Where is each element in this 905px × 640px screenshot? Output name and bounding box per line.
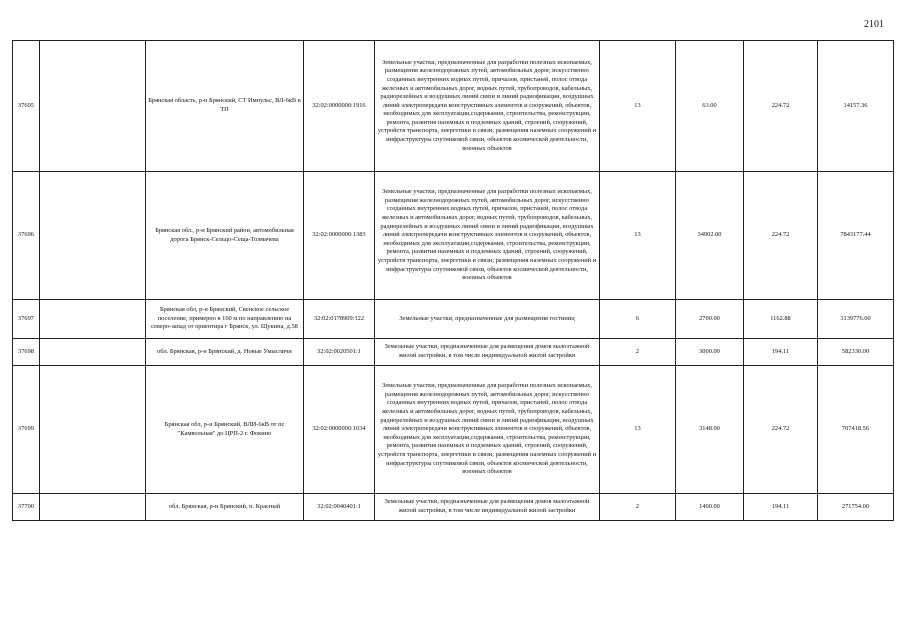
area-cell: 34902.00 — [676, 172, 744, 300]
area-cell: 3148.00 — [676, 366, 744, 494]
empty-cell — [40, 41, 146, 172]
land-use-cell: Земельные участки, предназначенные для разработки полезных ископаемых, размещения железнодорожных путей, автомобильных дорог, искусственно созданных внутренних водных путей, причалов, пристаней, полос отвода железных и автомобильных дорог, водных путей, трубопроводов, кабельных, радиорелейных и воздушных линий связи и линий радиофикации, воздушных линий электропередачи конструктивных элементов и сооружений, объектов, необходимых для эксплуатации,содержания, строительства, реконструкции, ремонта, развития наземных и подземных зданий, строений, сооружений, устройств транспорта, энергетики и связи; размещения наземных сооружений и инфраструктуры спутниковой связи, объектов космической деятельности, военных объектов — [375, 41, 600, 172]
area-cell: 2700.00 — [676, 300, 744, 339]
table-row — [13, 172, 894, 300]
table-row — [13, 41, 894, 172]
empty-cell — [40, 339, 146, 366]
use-code-cell: 6 — [600, 300, 676, 339]
rate-cell: 224.72 — [744, 366, 818, 494]
cadastral-value-table — [12, 40, 894, 521]
empty-cell — [40, 172, 146, 300]
table-row — [13, 494, 894, 521]
area-cell: 63.00 — [676, 41, 744, 172]
table-row — [13, 300, 894, 339]
address-cell: обл. Брянская, р-н Брянский, д. Новые Умысличи — [146, 339, 304, 366]
rate-cell: 224.72 — [744, 41, 818, 172]
rate-cell: 224.72 — [744, 172, 818, 300]
land-use-cell: Земельные участки, предназначенные для разработки полезных ископаемых, размещения железнодорожных путей, автомобильных дорог, искусственно созданных внутренних водных путей, причалов, пристаней, полос отвода железных и автомобильных дорог, водных путей, трубопроводов, кабельных, радиорелейных и воздушных линий связи и линий радиофикации, воздушных линий электропередачи конструктивных элементов и сооружений, объектов, необходимых для эксплуатации,содержания, строительства, реконструкции, ремонта, развития наземных и подземных зданий, строений, сооружений, устройств транспорта, энергетики и связи; размещения наземных сооружений и инфраструктуры спутниковой связи, объектов космической деятельности, военных объектов — [375, 172, 600, 300]
rate-cell: 1162.88 — [744, 300, 818, 339]
area-cell: 3000.00 — [676, 339, 744, 366]
address-cell: Брянская область, р-н Брянский, СТ Импульс, ВЛ-6кВ в ТП — [146, 41, 304, 172]
cadastral-value-cell: 271754.00 — [818, 494, 894, 521]
empty-cell — [40, 300, 146, 339]
cadastral-number-cell: 32:02:0000000:1916 — [304, 41, 375, 172]
area-cell: 1400.00 — [676, 494, 744, 521]
row-number: 37700 — [13, 494, 40, 521]
cadastral-value-cell: 7843177.44 — [818, 172, 894, 300]
empty-cell — [40, 494, 146, 521]
cadastral-number-cell: 32:02:0020501:1 — [304, 339, 375, 366]
row-number: 37699 — [13, 366, 40, 494]
address-cell: Брянская обл., р-н Брянский район, автомобильная дорога Брянск-Сельцо-Сеща-Толмачева — [146, 172, 304, 300]
rate-cell: 194.11 — [744, 339, 818, 366]
land-use-cell: Земельные участки, предназначенные для размещения домов малоэтажной жилой застройки, в том числе индивидуальной жилой застройки — [375, 494, 600, 521]
land-use-cell: Земельные участки, предназначенные для разработки полезных ископаемых, размещения железнодорожных путей, автомобильных дорог, искусственно созданных внутренних водных путей, причалов, пристаней, полос отвода железных и автомобильных дорог, водных путей, трубопроводов, кабельных, радиорелейных и воздушных линий связи и линий радиофикации, воздушных линий электропередачи конструктивных элементов и сооружений, объектов, необходимых для эксплуатации,содержания, строительства, реконструкции, ремонта, развития наземных и подземных зданий, строений, сооружений, устройств транспорта, энергетики и связи; размещения наземных сооружений и инфраструктуры спутниковой связи, объектов космической деятельности, военных объектов — [375, 366, 600, 494]
table-row — [13, 339, 894, 366]
address-cell: Брянская обл, р-н Брянский, Свенское сельское поселение, примерно в 160 м по направлению на северо-запад от ориентира г Брянск, ул. Щукина, д.58 — [146, 300, 304, 339]
use-code-cell: 2 — [600, 339, 676, 366]
row-number: 37697 — [13, 300, 40, 339]
cadastral-number-cell: 32:02:0000000:1383 — [304, 172, 375, 300]
use-code-cell: 13 — [600, 172, 676, 300]
land-use-cell: Земельные участки, предназначенные для размещения гостиниц — [375, 300, 600, 339]
cadastral-number-cell: 32:02:0178909:122 — [304, 300, 375, 339]
use-code-cell: 13 — [600, 41, 676, 172]
row-number: 37696 — [13, 172, 40, 300]
page-number: 2101 — [864, 19, 884, 30]
row-number: 37698 — [13, 339, 40, 366]
empty-cell — [40, 366, 146, 494]
cadastral-value-cell: 3139776.00 — [818, 300, 894, 339]
land-use-cell: Земельные участки, предназначенные для размещения домов малоэтажной жилой застройки, в том числе индивидуальной жилой застройки — [375, 339, 600, 366]
cadastral-value-cell: 707418.56 — [818, 366, 894, 494]
use-code-cell: 13 — [600, 366, 676, 494]
rate-cell: 194.11 — [744, 494, 818, 521]
cadastral-number-cell: 32:02:0000000:1034 — [304, 366, 375, 494]
row-number: 37695 — [13, 41, 40, 172]
cadastral-value-cell: 14157.36 — [818, 41, 894, 172]
use-code-cell: 2 — [600, 494, 676, 521]
cadastral-value-cell: 582330.00 — [818, 339, 894, 366]
address-cell: Брянская обл, р-н Брянский, ВЛИ-6кВ от пс "Камвольная" до ЦРП-2 г. Фокино — [146, 366, 304, 494]
address-cell: обл. Брянская, р-н Брянский, п. Красный — [146, 494, 304, 521]
table-row — [13, 366, 894, 494]
cadastral-number-cell: 32:02:0040401:1 — [304, 494, 375, 521]
